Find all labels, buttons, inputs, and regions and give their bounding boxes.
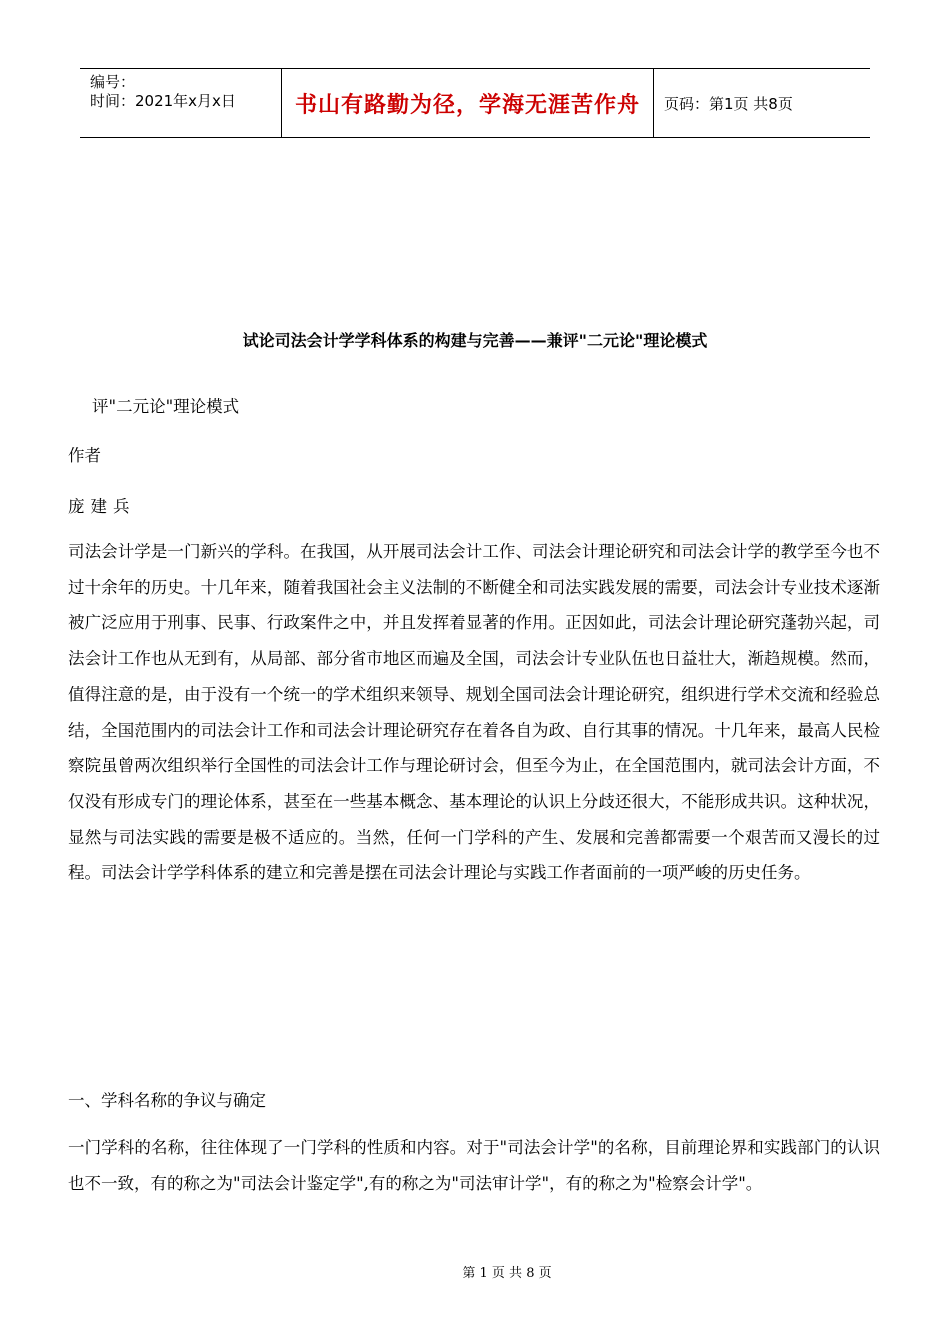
page-footer [0,1262,950,1281]
body-paragraph-2: 一门学科的名称，往往体现了一门学科的性质和内容。对于"司法会计学"的名称，目前理论界和实践部门的认识也不一致，有的称之为"司法会计鉴定学",有的称之为"司法审计学"，有的称之为"检察会计学"。 [68,1138,880,1193]
document-subtitle: 评"二元论"理论模式 [92,397,240,416]
body-paragraph-1: 司法会计学是一门新兴的学科。在我国，从开展司法会计工作、司法会计理论研究和司法会计学的教学至今也不过十余年的历史。十几年来，随着我国社会主义法制的不断健全和司法实践发展的需要，司法会计专业技术逐渐被广泛应用于刑事、民事、行政案件之中，并且发挥着显著的作用。正因如此，司法会计理论研究蓬勃兴起，司法会计工作也从无到有，从局部、部分省市地区而遍及全国，司法会计专业队伍也日益壮大，渐趋规模。然而，值得注意的是，由于没有一个统一的学术组织来领导、规划全国司法会计理论研究，组织进行学术交流和经验总结，全国范围内的司法会计工作和司法会计理论研究存在着各自为政、自行其事的情况。十几年来，最高人民检察院虽曾两次组织举行全国性的司法会计工作与理论研讨会，但至今为止，在全国范围内，就司法会计方面，不仅没有形成专门的理论体系，甚至在一些基本概念、基本理论的认识上分歧还很大，不能形成共识。这种状况，显然与司法实践的需要是极不适应的。当然，任何一门学科的产生、发展和完善都需要一个艰苦而又漫长的过程。司法会计学学科体系的建立和完善是摆在司法会计理论与实践工作者面前的一项严峻的历史任务。 [68,542,880,883]
document-time-label: 时间：2021年x月x日 [90,92,236,110]
header-motto: 书山有路勤为径，学海无涯苦作舟 [294,92,640,118]
header-motto-cell [282,69,654,137]
section-heading: 一、学科名称的争议与确定 [68,1091,266,1110]
header-page-label: 页码：第1页 共8页 [664,94,793,113]
author-name: 庞建兵 [68,497,136,516]
document-number-label: 编号： [90,73,136,91]
header-info-cell [80,69,282,137]
author-label: 作者 [68,446,101,465]
document-title: 试论司法会计学学科体系的构建与完善——兼评"二元论"理论模式 [242,331,708,350]
page-header [80,68,870,138]
footer-page-number: 第 1 页 共 8 页 [462,1266,552,1281]
header-page-cell [654,69,870,137]
